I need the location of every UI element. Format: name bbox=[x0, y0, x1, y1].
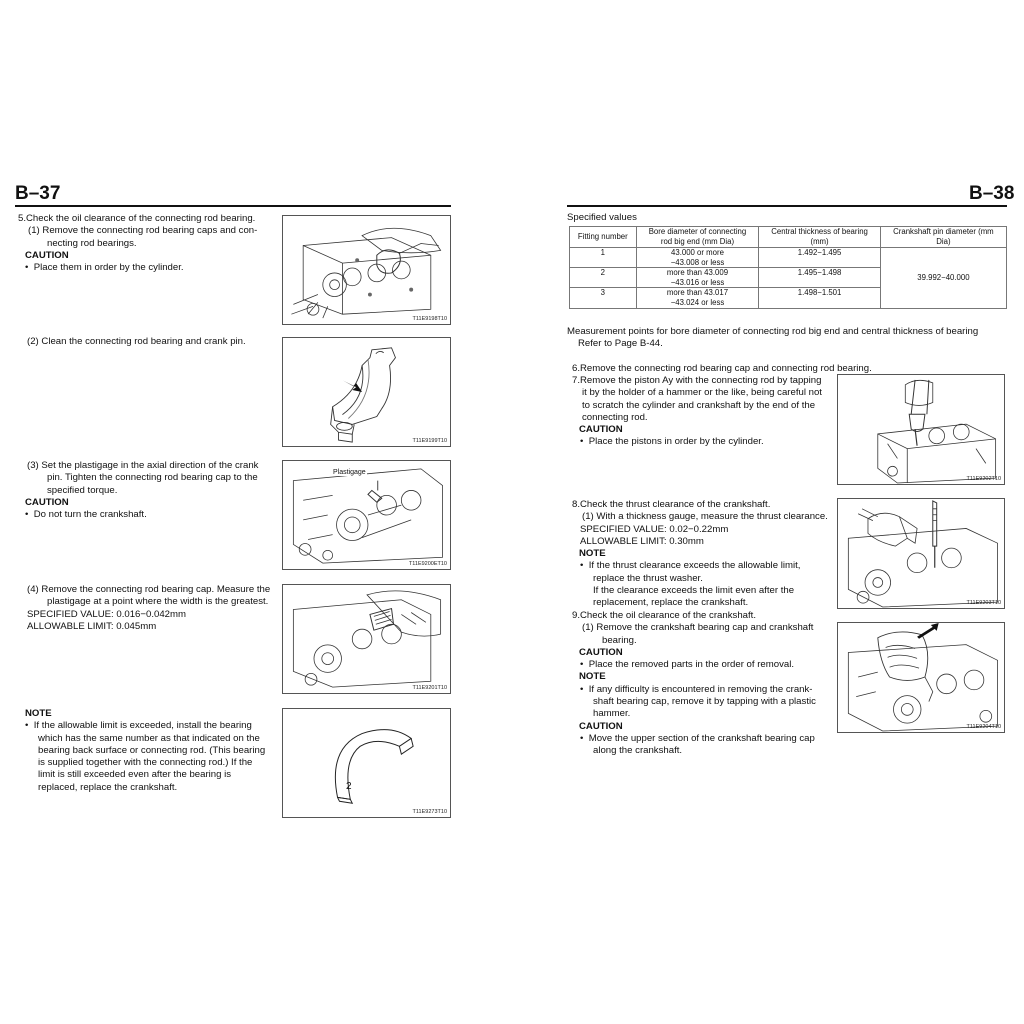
arrow-icon bbox=[342, 380, 362, 392]
step8-note-item1-line1: If the thrust clearance exceeds the allowable limit, bbox=[588, 560, 801, 572]
plastigage-label: Plastigage bbox=[333, 469, 366, 476]
spec-title: Specified values bbox=[567, 212, 637, 223]
caution-label: CAUTION bbox=[25, 249, 69, 261]
step5-sub3-line3: specified torque. bbox=[47, 484, 118, 496]
step8-note-item2-line2: replacement, replace the crankshaft. bbox=[593, 597, 749, 609]
figure-plastigage bbox=[282, 460, 451, 570]
note-line-2: which has the same number as that indicated on the bbox=[38, 732, 260, 744]
step7-line1: 7.Remove the piston Ay with the connecting rod by tapping bbox=[572, 375, 822, 386]
specified-value: SPECIFIED VALUE: 0.016−0.042mm bbox=[27, 608, 186, 620]
engine-block-illustration bbox=[283, 216, 450, 324]
figure-bearing-number bbox=[282, 708, 451, 818]
plastigage-scale-illustration bbox=[283, 585, 450, 693]
bullet-icon: • bbox=[25, 509, 34, 521]
caution7-item: Place the pistons in order by the cylinder. bbox=[588, 436, 764, 448]
figure-code: T11E9273T10 bbox=[412, 809, 447, 815]
bullet-icon: • bbox=[25, 720, 34, 732]
figure-code: T11E9202T10 bbox=[966, 476, 1001, 482]
note-line-4: is supplied together with the connecting rod.) If the bbox=[38, 757, 253, 769]
step9-note-line3: hammer. bbox=[593, 708, 631, 720]
step5-sub4-line1: (4) Remove the connecting rod bearing cap. Measure the bbox=[27, 584, 271, 595]
step8-note-item2-line1: If the clearance exceeds the limit even after the bbox=[593, 585, 795, 597]
bullet-icon: • bbox=[580, 436, 589, 448]
figure-code: T11E9200ET10 bbox=[408, 561, 447, 567]
bullet-icon: • bbox=[580, 560, 589, 572]
thickness-gauge-illustration bbox=[838, 499, 1004, 608]
header-pin-diameter: Crankshaft pin diameter (mm Dia) bbox=[880, 227, 1006, 248]
figure-remove-bearing-caps bbox=[282, 215, 451, 325]
bullet-icon: • bbox=[580, 659, 589, 671]
note-line-6: replaced, replace the crankshaft. bbox=[38, 781, 178, 793]
crankshaft-cap-removal-illustration bbox=[838, 623, 1004, 732]
bullet-icon: • bbox=[580, 683, 589, 695]
caution-item: Place them in order by the cylinder. bbox=[33, 262, 184, 274]
step5-sub1-line1: (1) Remove the connecting rod bearing caps and con- bbox=[28, 225, 258, 237]
step5-title: 5.Check the oil clearance of the connecting rod bearing. bbox=[18, 213, 256, 224]
header-fitting-number: Fitting number bbox=[570, 227, 637, 248]
step9-title: 9.Check the oil clearance of the crankshaft. bbox=[572, 610, 756, 621]
arrow-icon bbox=[917, 623, 939, 639]
crankshaft-plastigage-illustration bbox=[283, 461, 450, 569]
header-bore-diameter: Bore diameter of connecting rod big end (mm Dia) bbox=[636, 227, 759, 248]
note-label: NOTE bbox=[25, 708, 52, 719]
step9-caution2-label: CAUTION bbox=[579, 720, 623, 732]
specified-values-table bbox=[569, 226, 1007, 309]
step5-sub3-line1: (3) Set the plastigage in the axial direction of the crank bbox=[27, 460, 259, 471]
connecting-rod-bearing-illustration bbox=[283, 338, 450, 446]
figure-code: T11E9198T10 bbox=[412, 316, 447, 322]
measurement-note-line1: Measurement points for bore diameter of connecting rod big end and central thickness of bearing bbox=[567, 326, 979, 337]
step9-caution2-line2: along the crankshaft. bbox=[593, 745, 683, 757]
header-rule-left bbox=[15, 205, 451, 207]
step8-note-item1-line2: replace the thrust washer. bbox=[593, 572, 703, 584]
caution2-item: Do not turn the crankshaft. bbox=[33, 509, 147, 521]
step9-caution2-line1: Move the upper section of the crankshaft bearing cap bbox=[588, 732, 815, 744]
bullet-icon: • bbox=[580, 732, 589, 744]
note-line-5: limit is still exceeded even after the bearing is bbox=[38, 769, 232, 781]
figure-remove-crankshaft-cap bbox=[837, 622, 1005, 733]
piston-removal-illustration bbox=[838, 375, 1004, 484]
note-line-3: bearing back surface or connecting rod. (This bearing bbox=[38, 744, 266, 756]
table-row: 3 more than 43.017 −43.024 or less 1.498−1.501 bbox=[570, 288, 1007, 308]
figure-thrust-clearance bbox=[837, 498, 1005, 609]
figure-code: T11E9204T10 bbox=[966, 724, 1001, 730]
figure-code: T11E9201T10 bbox=[412, 685, 447, 691]
note-block bbox=[25, 708, 265, 794]
step9-note-label: NOTE bbox=[579, 671, 606, 683]
caution7-label: CAUTION bbox=[579, 424, 623, 436]
step9-caution-label: CAUTION bbox=[579, 646, 623, 658]
step9-block bbox=[572, 610, 816, 758]
step5-sub3-block bbox=[27, 460, 270, 521]
figure-code: T11E9203T10 bbox=[966, 600, 1001, 606]
measurement-note bbox=[567, 326, 978, 351]
pin-diameter-cell: 39.992−40.000 bbox=[880, 248, 1006, 309]
step5-sub1-line2: necting rod bearings. bbox=[47, 237, 137, 249]
step8-title: 8.Check the thrust clearance of the crankshaft. bbox=[572, 499, 771, 510]
page-number-right: B–38 bbox=[969, 183, 1015, 204]
step8-note-label: NOTE bbox=[579, 548, 606, 560]
step9-sub1-line2: bearing. bbox=[602, 634, 637, 646]
measurement-note-line2: Refer to Page B-44. bbox=[578, 338, 663, 350]
allowable-limit: ALLOWABLE LIMIT: 0.045mm bbox=[27, 620, 157, 632]
caution2-label: CAUTION bbox=[25, 496, 69, 508]
figure-clean-bearing bbox=[282, 337, 451, 447]
step5-sub4-block bbox=[27, 584, 270, 633]
page-number-left: B–37 bbox=[15, 183, 61, 204]
step5-sub4-line2: plastigage at a point where the width is the greatest. bbox=[47, 596, 269, 608]
note-line-1: If the allowable limit is exceeded, install the bearing bbox=[33, 720, 252, 732]
step8-allowable-limit: ALLOWABLE LIMIT: 0.30mm bbox=[580, 535, 704, 547]
step7-line2: it by the holder of a hammer or the like, being careful not bbox=[582, 387, 822, 399]
table-row: 1 43.000 or more −43.008 or less 1.492−1.495 39.992−40.000 bbox=[570, 248, 1007, 268]
step6: 6.Remove the connecting rod bearing cap and connecting rod bearing. bbox=[572, 363, 872, 374]
figure-measure-plastigage bbox=[282, 584, 451, 694]
figure-remove-piston bbox=[837, 374, 1005, 485]
step9-note-line2: shaft bearing cap, remove it by tapping with a plastic bbox=[593, 696, 816, 708]
step8-sub1: (1) With a thickness gauge, measure the thrust clearance. bbox=[582, 511, 828, 523]
bearing-number: 2 bbox=[346, 781, 352, 792]
step5-sub2: (2) Clean the connecting rod bearing and crank pin. bbox=[27, 336, 246, 347]
step7-line4: connecting rod. bbox=[582, 411, 648, 423]
figure-code: T11E9199T10 bbox=[412, 438, 447, 444]
bearing-shell-illustration bbox=[283, 709, 450, 817]
step8-specified-value: SPECIFIED VALUE: 0.02−0.22mm bbox=[580, 523, 729, 535]
step7-block bbox=[572, 375, 822, 449]
header-rule-right bbox=[567, 205, 1007, 207]
step9-sub1-line1: (1) Remove the crankshaft bearing cap and crankshaft bbox=[582, 622, 814, 634]
step8-block bbox=[572, 499, 828, 610]
step7-line3: to scratch the cylinder and crankshaft by the end of the bbox=[582, 399, 816, 411]
header-central-thickness: Central thickness of bearing (mm) bbox=[759, 227, 881, 248]
bullet-icon: • bbox=[25, 262, 34, 274]
step9-note-line1: If any difficulty is encountered in removing the crank- bbox=[588, 683, 813, 695]
step5-block bbox=[18, 213, 257, 274]
step5-sub3-line2: pin. Tighten the connecting rod bearing cap to the bbox=[47, 472, 258, 484]
step9-caution-item: Place the removed parts in the order of removal. bbox=[588, 659, 795, 671]
table-row: 2 more than 43.009 −43.016 or less 1.495−1.498 bbox=[570, 268, 1007, 288]
